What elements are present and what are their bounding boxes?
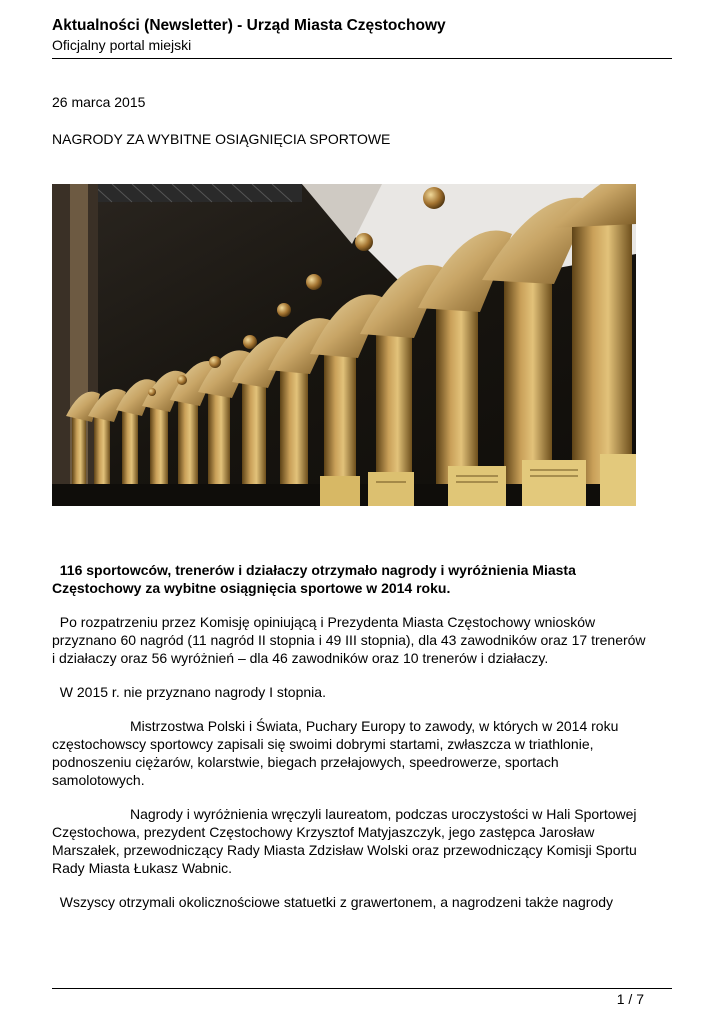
page-number: 1 / 7 [616, 991, 644, 1007]
article-paragraph: Nagrody i wyróżnienia wręczyli laureatom, podczas uroczystości w Hali Sportowej Częstochowa, prezydent Częstochowy Krzysztof Matyjaszczyk, jego zastępca Jarosław Marszałek, przewodniczący Rady Miasta Zdzisław Wolski oraz przewodniczący Komisji Sportu Rady Miasta Łukasz Wabnic. [52, 806, 637, 876]
article-paragraph: Mistrzostwa Polski i Świata, Puchary Europy to zawody, w których w 2014 roku częstochowscy sportowcy zapisali się swoimi dobrymi startami, zwłaszcza w triathlonie, podnoszeniu ciężarów, kolarstwie, biegach przełajowych, speedrowerze, sportach samolotowych. [52, 718, 619, 788]
article-paragraph: Po rozpatrzeniu przez Komisję opiniującą i Prezydenta Miasta Częstochowy wniosków przyznano 60 nagród (11 nagród II stopnia i 49 III stopnia), dla 43 zawodników oraz 17 trenerów i działaczy oraz 56 wyróżnień – dla 46 zawodników oraz 10 trenerów i działaczy. [52, 614, 646, 666]
article-lead: 116 sportowców, trenerów i działaczy otrzymało nagrody i wyróżnienia Miasta Częstochowy za wybitne osiągnięcia sportowe w 2014 roku. [52, 562, 576, 596]
award-statuettes-photo [52, 184, 636, 506]
article-paragraph: Wszyscy otrzymali okolicznościowe statuetki z grawertonem, a nagrodzeni także nagrody [59, 894, 614, 910]
article-paragraph: W 2015 r. nie przyznano nagrody I stopnia. [59, 684, 326, 700]
header-divider [52, 58, 672, 59]
article-date: 26 marca 2015 [52, 94, 146, 110]
site-subtitle: Oficjalny portal miejski [52, 37, 192, 53]
footer-divider [52, 988, 672, 989]
article-body [52, 561, 647, 927]
page-header [52, 15, 672, 55]
award-statuettes-illustration [52, 184, 636, 506]
article-title: NAGRODY ZA WYBITNE OSIĄGNIĘCIA SPORTOWE [52, 131, 391, 147]
site-title: Aktualności (Newsletter) - Urząd Miasta Częstochowy [52, 17, 446, 34]
